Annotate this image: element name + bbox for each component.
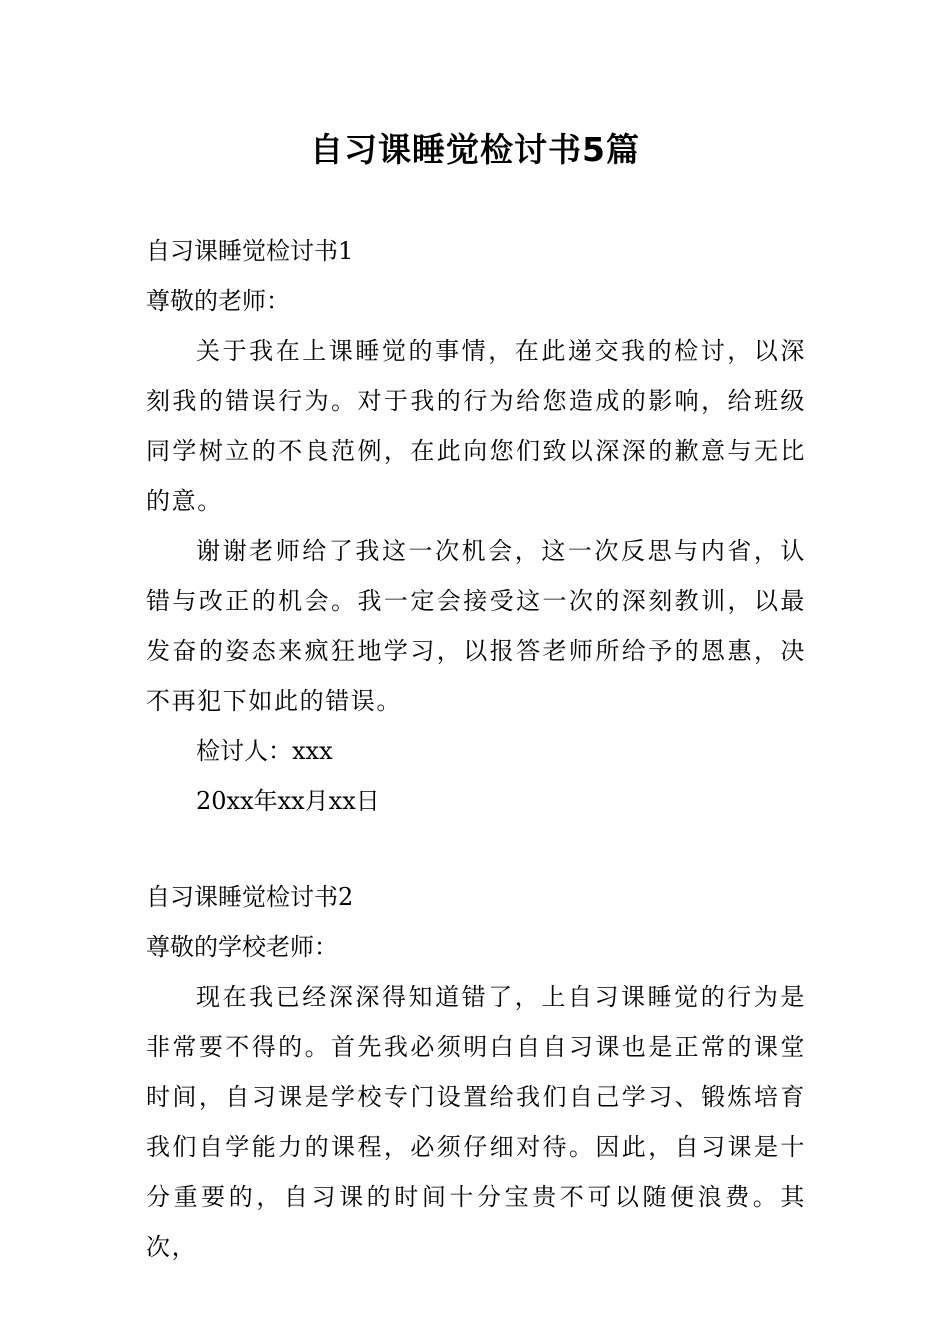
date-line: 20xx年xx月xx日: [196, 787, 380, 815]
salutation: 尊敬的老师：: [146, 287, 290, 315]
body-paragraph: 谢谢老师给了我这一次机会，这一次反思与内省，认错与改正的机会。我一定会接受这一次的深刻教训，以最发奋的姿态来疯狂地学习，以报答老师所给予的恩惠，决不再犯下如此的错误。: [146, 537, 806, 715]
document-title: 自习课睡觉检讨书5篇: [310, 130, 640, 169]
section-2: [146, 872, 806, 1272]
body-paragraph: 现在我已经深深得知道错了，上自习课睡觉的行为是非常要不得的。首先我必须明白自自习课也是正常的课堂时间，自习课是学校专门设置给我们自己学习、锻炼培育我们自学能力的课程，必须仔细对待。因此，自习课是十分重要的，自习课的时间十分宝贵不可以随便浪费。其次，: [146, 983, 806, 1261]
salutation: 尊敬的学校老师：: [146, 933, 338, 961]
section-heading: 自习课睡觉检讨书1: [146, 237, 354, 265]
signature: 检讨人：xxx: [196, 737, 333, 765]
section-heading: 自习课睡觉检讨书2: [146, 883, 354, 911]
body-paragraph: 关于我在上课睡觉的事情，在此递交我的检讨，以深刻我的错误行为。对于我的行为给您造成的影响，给班级同学树立的不良范例，在此向您们致以深深的歉意与无比的意。: [146, 337, 806, 515]
section-1: [146, 226, 806, 826]
